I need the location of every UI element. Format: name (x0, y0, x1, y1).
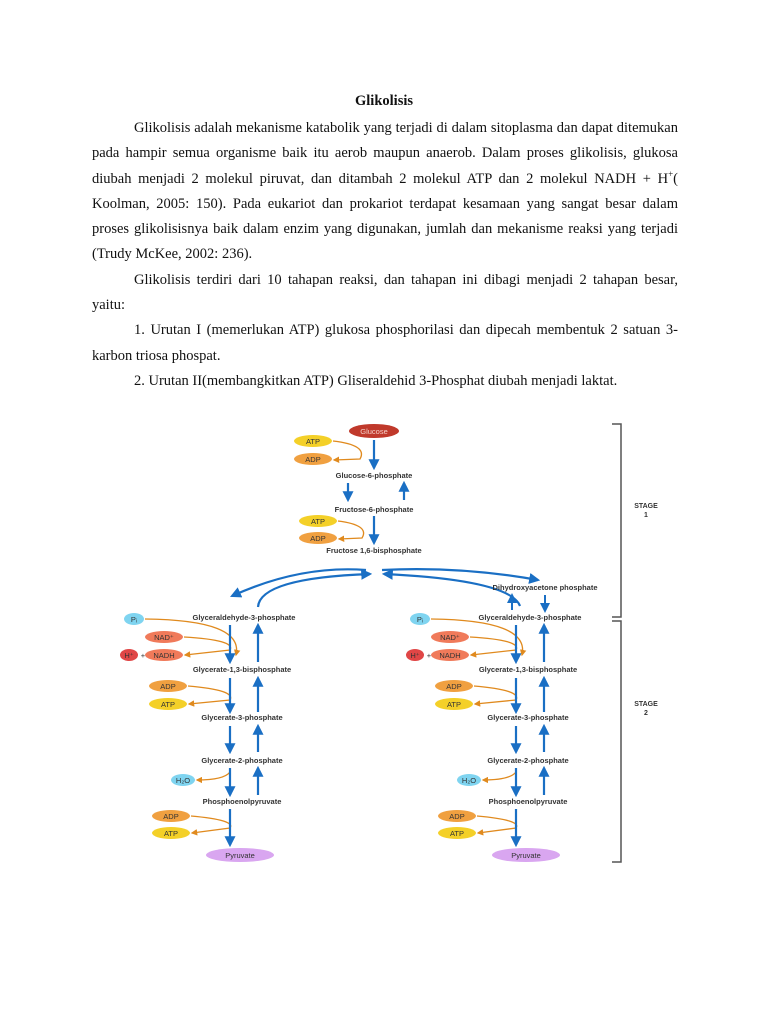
atp-label: ATP (449, 829, 465, 838)
stage-2-label-number: 2 (644, 710, 648, 717)
f16bp-label: Fructose 1,6-bisphosphate (326, 546, 422, 555)
water-label: H₂O (175, 776, 191, 785)
plus-sign: + (426, 651, 432, 660)
stage-1-label-number: 1 (644, 512, 648, 519)
atp-label: ATP (163, 829, 179, 838)
pi-label: Pᵢ (130, 615, 138, 624)
right-gap-label: Glyceraldehyde-3-phosphate (478, 613, 582, 622)
adp-label: ADP (163, 812, 179, 821)
nad-label: NAD⁺ (440, 633, 460, 642)
stage-1-label-word: STAGE (634, 503, 658, 510)
list-item-1: 1. Urutan I (memerlukan ATP) glukosa phosphorilasi dan dipecah membentuk 2 satuan 3-karbon triosa phospat. (92, 322, 678, 364)
paragraph-1-text-a: Glikolisis adalah mekanisme katabolik yang terjadi di dalam sitoplasma dan dapat ditemukan pada hampir semua organisme baik itu aerob maupun anaerob. Dalam proses glikolisis, glukosa diubah menjadi 2 molekul piruvat, dan ditambah 2 molekul ATP dan 2 molekul NADH + H (92, 120, 678, 187)
left-gap-label: Glyceraldehyde-3-phosphate (192, 613, 296, 622)
stage-2-label-word: STAGE (634, 701, 658, 708)
superscript-plus: + (668, 168, 674, 179)
right-pep-label: Phosphoenolpyruvate (488, 797, 568, 806)
stage-1-pathway (232, 424, 598, 611)
stage-2-pathways (120, 613, 581, 862)
right-g3p-label: Glycerate-3-phosphate (487, 713, 569, 722)
list-item-2: 2. Urutan II(membangkitkan ATP) Gliseraldehid 3-Phosphat diubah menjadi laktat. (134, 372, 618, 389)
paragraph-1-text-b: ( Koolman, 2005: 150). Pada eukariot dan prokariot terdapat kesamaan yang sangat besar dalam proses glikolisisnya baik dalam enzim yang digunakan, jumlah dan mekanisme reaksi yang terjadi (Trudy McKee, 2002: 236). (92, 170, 678, 263)
h-ion-label: H⁺ (410, 651, 420, 660)
right-g13bp-label: Glycerate-1,3-bisphosphate (478, 665, 578, 674)
glucose-label: Glucose (360, 427, 388, 436)
document-title: Glikolisis (354, 93, 414, 109)
f6p-label: Fructose-6-phosphate (334, 505, 414, 514)
water-label: H₂O (461, 776, 477, 785)
left-g13bp-label: Glycerate-1,3-bisphosphate (192, 665, 292, 674)
left-g3p-label: Glycerate-3-phosphate (201, 713, 283, 722)
nadh-label: NADH (439, 651, 461, 660)
right-pyruvate-label: Pyruvate (511, 851, 541, 860)
adp-label: ADP (449, 812, 465, 821)
atp-label: ATP (446, 700, 462, 709)
g6p-label: Glucose-6-phosphate (335, 471, 413, 480)
nad-label: NAD⁺ (154, 633, 174, 642)
h-ion-label: H⁺ (124, 651, 134, 660)
left-pep-label: Phosphoenolpyruvate (202, 797, 282, 806)
adp-label: ADP (160, 682, 176, 691)
left-g2p-label: Glycerate-2-phosphate (201, 756, 283, 765)
right-g2p-label: Glycerate-2-phosphate (487, 756, 569, 765)
plus-sign: + (140, 651, 146, 660)
atp-label: ATP (160, 700, 176, 709)
left-pyruvate-label: Pyruvate (225, 851, 255, 860)
paragraph-2: Glikolisis terdiri dari 10 tahapan reaksi, dan tahapan ini dibagi menjadi 2 tahapan besar, yaitu: (92, 271, 678, 314)
atp-label: ATP (310, 517, 326, 526)
adp-label: ADP (446, 682, 462, 691)
adp-label: ADP (310, 534, 326, 543)
atp-label: ATP (305, 437, 321, 446)
nadh-label: NADH (153, 651, 175, 660)
dhap-label: Dihydroxyacetone phosphate (492, 583, 598, 592)
pi-label: Pᵢ (416, 615, 424, 624)
stage-brackets (612, 424, 658, 862)
adp-label: ADP (305, 455, 321, 464)
